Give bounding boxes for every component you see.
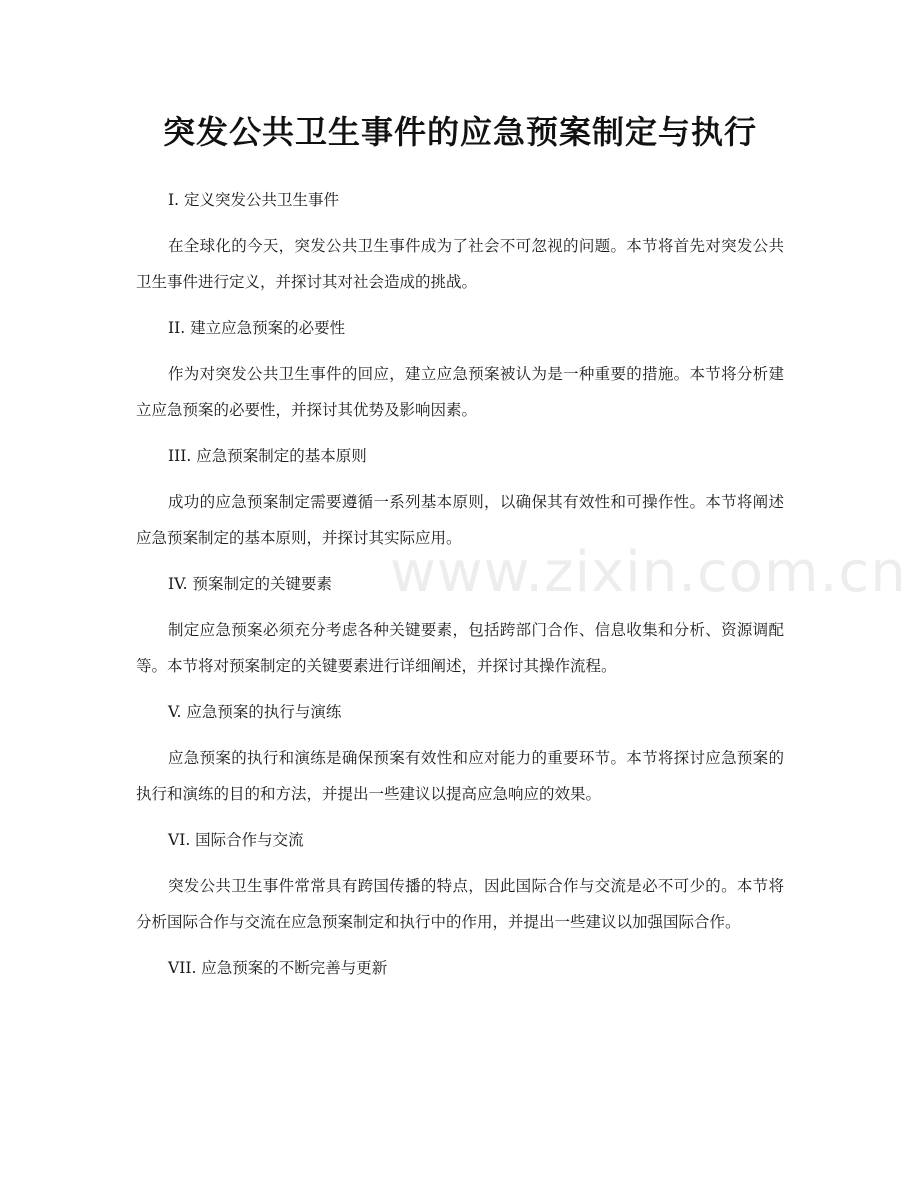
- document-title: 突发公共卫生事件的应急预案制定与执行: [162, 113, 757, 151]
- section-body-5: 应急预案的执行和演练是确保预案有效性和应对能力的重要环节。本节将探讨应急预案的执行和演练的目的和方法，并提出一些建议以提高应急响应的效果。: [136, 749, 784, 803]
- section-heading-3: III. 应急预案制定的基本原则: [168, 447, 367, 465]
- section-body-2: 作为对突发公共卫生事件的回应，建立应急预案被认为是一种重要的措施。本节将分析建立应急预案的必要性，并探讨其优势及影响因素。: [136, 365, 784, 419]
- watermark: www.zixin.com.cn: [390, 540, 907, 605]
- section-heading-4: IV. 预案制定的关键要素: [168, 575, 332, 593]
- section-body-6: 突发公共卫生事件常常具有跨国传播的特点，因此国际合作与交流是必不可少的。本节将分析国际合作与交流在应急预案制定和执行中的作用，并提出一些建议以加强国际合作。: [136, 877, 784, 931]
- section-heading-7: VII. 应急预案的不断完善与更新: [168, 959, 388, 977]
- section-heading-5: V. 应急预案的执行与演练: [168, 703, 342, 721]
- section-heading-1: I. 定义突发公共卫生事件: [168, 191, 339, 209]
- document-body: [136, 180, 784, 988]
- section-body-3: 成功的应急预案制定需要遵循一系列基本原则，以确保其有效性和可操作性。本节将阐述应急预案制定的基本原则，并探讨其实际应用。: [136, 493, 784, 547]
- section-heading-6: VI. 国际合作与交流: [168, 831, 304, 849]
- section-heading-2: II. 建立应急预案的必要性: [168, 319, 346, 337]
- section-body-1: 在全球化的今天，突发公共卫生事件成为了社会不可忽视的问题。本节将首先对突发公共卫生事件进行定义，并探讨其对社会造成的挑战。: [136, 237, 784, 291]
- section-body-4: 制定应急预案必须充分考虑各种关键要素，包括跨部门合作、信息收集和分析、资源调配等。本节将对预案制定的关键要素进行详细阐述，并探讨其操作流程。: [136, 621, 784, 675]
